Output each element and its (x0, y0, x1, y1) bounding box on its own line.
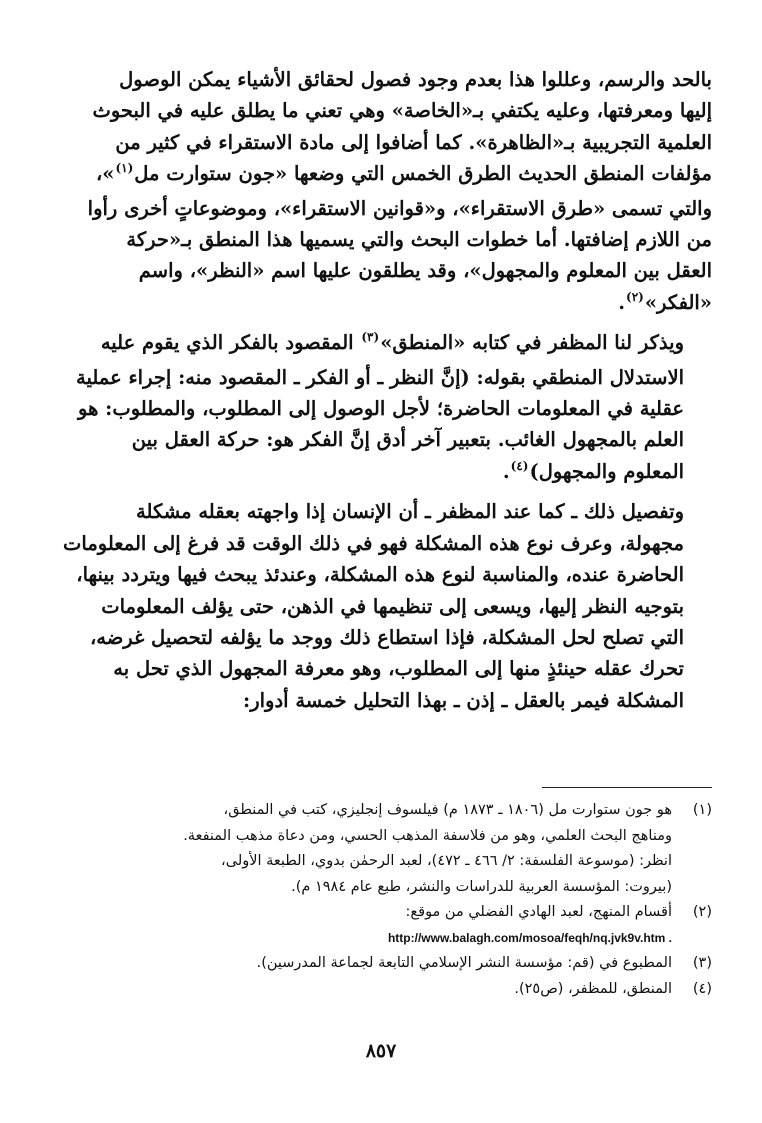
text-line: إليها ومعرفتها، وعليه يكتفي بـ«الخاصة» وهي تعني ما يطلق عليه في البحوث (92, 99, 712, 123)
text-segment: ويذكر لنا المظفر في كتابه «المنطق» (380, 331, 684, 355)
footnote-number: (٣) (692, 955, 712, 971)
text-line (76, 158, 712, 192)
text-line: العقل بين المعلوم والمجهول»، وقد يطلقون عليها اسم «النظر»، واسم (138, 259, 712, 283)
text-line: العلمية التجريبية بـ«الظاهرة». كما أضافوا إلى مادة الاستقراء في كثير من (115, 130, 712, 154)
text-line: الحاضرة عنده، والمناسبة لنوع هذه المشكلة، وعندئذ يبحث فيها ويتردد بينها، (76, 563, 684, 587)
text-line: الاستدلال المنطقي بقوله: (إنَّ النظر ـ أو الفكر ـ المقصود منه: إجراء عملية (76, 365, 684, 389)
main-text (63, 64, 712, 716)
footnote-divider (542, 787, 712, 788)
text-line (76, 287, 712, 321)
footnote-number: (٢) (692, 904, 712, 920)
text-line: مجهولة، وعرف نوع هذه المشكلة فهو في ذلك الوقت قد فرغ إلى المعلومات (63, 531, 684, 555)
text-line: بالحد والرسم، وعللوا هذا بعدم وجود فصول لحقائق الأشياء يمكن الوصول (119, 68, 712, 91)
footnote-line: هو جون ستوارت مل (١٨٠٦ ـ ١٨٧٣ م) فيلسوف إنجليزي، كتب في المنطق، (223, 802, 672, 818)
footnote-line: انظر: (موسوعة الفلسفة: ٢/ ٤٦٦ ـ ٤٧٢)، لعبد الرحمٰن بدوي، الطبعة الأولى، (221, 853, 672, 869)
footnotes (76, 798, 712, 1002)
text-segment: . (618, 290, 626, 314)
page-number: ٨٥٧ (365, 1040, 397, 1062)
text-line: من اللازم إضافتها. أما خطوات البحث والتي يسميها هذا المنطق بـ«حركة (126, 228, 712, 252)
text-segment: . (502, 459, 510, 483)
footnote-body (76, 798, 672, 900)
footnote-body (76, 951, 672, 977)
text-line: العلم بالمجهول الغائب. بتعبير آخر أدق إنَّ الفكر هو: حركة العقل بين (131, 428, 684, 452)
text-line: تحرك عقله حينئذٍ منها إلى المطلوب، وهو معرفة المجهول الذي تحل به (113, 657, 684, 681)
footnote-ref-2[interactable]: (٢) (626, 289, 644, 304)
footnote-2 (76, 900, 712, 951)
footnote-number: (٤) (692, 980, 712, 997)
footnote-line: أقسام المنهج، لعبد الهادي الفضلي من موقع: (405, 904, 672, 920)
paragraph-3 (63, 496, 712, 716)
text-segment: »، (95, 162, 115, 186)
footnote-line: (بيروت: المؤسسة العربية للدراسات والنشر، طبع عام ١٩٨٤ م). (291, 878, 672, 895)
text-line: عقلية في المعلومات الحاضرة؛ لأجل الوصول إلى المطلوب، والمطلوب: هو (78, 397, 684, 421)
text-line: بتوجيه النظر إليها، ويسعى إلى تنظيمها في الذهن، حتى يؤلف المعلومات (101, 594, 684, 618)
footnote-1 (76, 798, 712, 900)
footnote-ref-1[interactable]: (١) (115, 161, 134, 176)
footnote-body (76, 977, 672, 1003)
text-segment: «الفكر» (644, 290, 712, 314)
footnote-3 (76, 951, 712, 977)
footnote-url-link[interactable]: http://www.balagh.com/mosoa/feqh/nq.jvk9v.htm . (387, 930, 672, 945)
footnote-number: (١) (692, 802, 712, 818)
paragraph-1 (76, 64, 712, 321)
text-line: التي تصلح لحل المشكلة، فإذا استطاع ذلك ووجد ما يؤلفه لتحصيل غرضه، (90, 625, 684, 649)
footnote-ref-3[interactable]: (٣) (361, 330, 380, 345)
text-line: والتي تسمى «طرق الاستقراء»، و«قوانين الاستقراء»، وموضوعاتٍ أخرى رأوا (87, 196, 712, 220)
paragraph-2 (76, 327, 712, 490)
footnote-4 (76, 977, 712, 1003)
footnote-line: ومناهج البحث العلمي، وهو من فلاسفة المذهب الحسي، ومن دعاة مذهب المنفعة. (183, 827, 672, 844)
text-line: وتفصيل ذلك ـ كما عند المظفر ـ أن الإنسان إذا واجهته بعقله مشكلة (136, 500, 684, 524)
text-segment: المقصود بالفكر الذي يقوم عليه (100, 331, 361, 355)
footnote-line: المطبوع في (قم: مؤسسة النشر الإسلامي التابعة لجماعة المدرسين). (256, 955, 672, 971)
footnote-body (76, 900, 672, 951)
text-segment: مؤلفات المنطق الحديث الطرق الخمس التي وضعها «جون ستوارت مل (134, 162, 712, 186)
footnote-line: المنطق، للمظفر، (ص٢٥). (514, 980, 672, 997)
text-line (76, 327, 712, 361)
text-line: المشكلة فيمر بالعقل ـ إذن ـ بهذا التحليل خمسة أدوار: (243, 688, 684, 712)
text-segment: المعلوم والمجهول) (529, 459, 684, 483)
footnote-ref-4[interactable]: (٤) (510, 458, 529, 473)
text-line (76, 456, 712, 490)
